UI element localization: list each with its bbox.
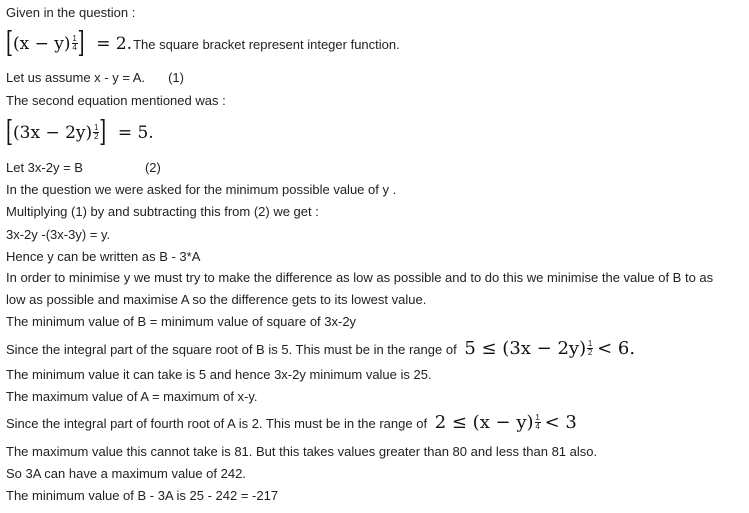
equation-2-line — [6, 115, 154, 149]
question-line: In the question we were asked for the minimum possible value of y . — [6, 182, 397, 197]
assumption-2-line: Let 3x-2y = B (2) — [6, 160, 161, 175]
intro-line: Given in the question : — [6, 5, 136, 20]
equation-1-rhs: = 2. — [96, 34, 133, 54]
max-a-line: The maximum value of A = maximum of x-y. — [6, 389, 258, 404]
equation-2-base: (3x − 2y) — [13, 123, 93, 143]
equation-1-base: (x − y) — [13, 34, 71, 54]
multiply-line: Multiplying (1) by and subtracting this from (2) we get : — [6, 204, 319, 219]
result-line: 3x-2y -(3x-3y) = y. — [6, 227, 111, 242]
assumption-1-line: Let us assume x - y = A. (1) — [6, 70, 184, 85]
right-bracket: ] — [99, 115, 107, 149]
min-value-line: The minimum value it can take is 5 and hence 3x-2y minimum value is 25. — [6, 367, 432, 382]
range-a-line: Since the integral part of fourth root of A is 2. This must be in the range of 2 ≤ (x − y) $^{\frac{1}{4}}$ < 3 — [6, 412, 577, 433]
second-equation-intro: The second equation mentioned was : — [6, 93, 226, 108]
left-bracket: [ — [6, 115, 14, 149]
left-bracket: [ — [6, 26, 14, 60]
three-a-line: So 3A can have a maximum value of 242. — [6, 466, 246, 481]
equation-2-exponent: 1 2 — [93, 123, 99, 141]
max-value-line: The maximum value this cannot take is 81. But this takes values greater than 80 and less than 81 also. — [6, 444, 598, 459]
equation-1-exponent: 1 4 — [72, 34, 77, 52]
equation-2-rhs: = 5. — [117, 123, 154, 143]
equation-1-line — [6, 26, 400, 60]
range-b-exponent: 1 2 — [587, 339, 593, 357]
equation-1-note: The square bracket represent integer function. — [133, 37, 400, 52]
minimise-line-1: In order to minimise y we must try to make the difference as low as possible and to do this we minimise the value of B to as — [6, 270, 714, 285]
hence-line: Hence y can be written as B - 3*A — [6, 249, 201, 264]
minimise-line-2: low as possible and maximise A so the difference gets to its lowest value. — [6, 292, 427, 307]
range-a-exponent: 1 4 — [535, 413, 540, 431]
final-answer-line: The minimum value of B - 3A is 25 - 242 = -217 — [6, 488, 279, 503]
min-b-line: The minimum value of B = minimum value of square of 3x-2y — [6, 314, 357, 329]
range-b-line: Since the integral part of the square root of B is 5. This must be in the range of 5 ≤ (3x − 2y) $^{\frac{1}{2}}$ < 6. — [6, 338, 636, 359]
right-bracket: ] — [77, 26, 85, 60]
